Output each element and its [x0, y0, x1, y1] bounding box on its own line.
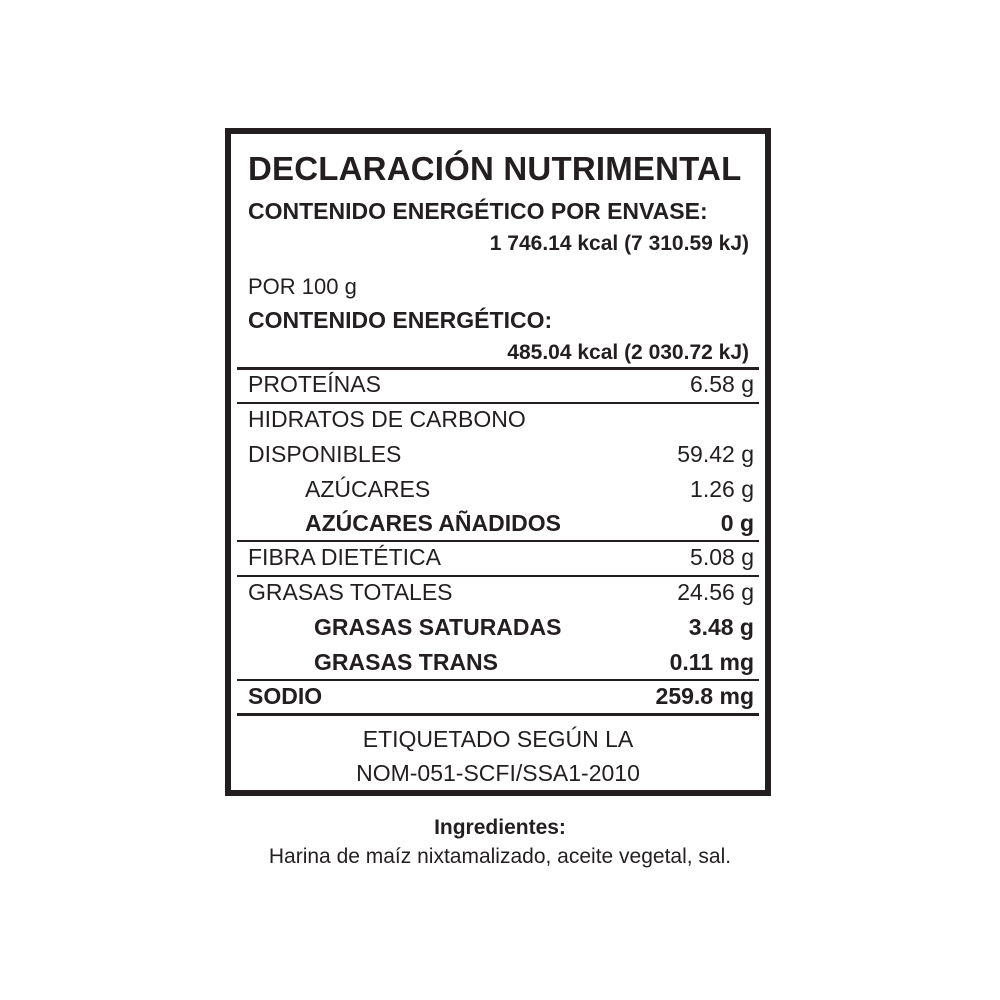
nutrition-label	[225, 128, 771, 796]
nutrient-row	[248, 441, 754, 471]
nutrient-name: AZÚCARES AÑADIDOS	[305, 510, 561, 536]
nutrient-name: GRASAS TOTALES	[248, 579, 453, 605]
nutrient-row	[248, 683, 754, 713]
divider	[237, 679, 759, 681]
divider	[237, 402, 759, 404]
nutrient-name: GRASAS TRANS	[314, 649, 499, 675]
nutrient-value: 6.58 g	[690, 371, 754, 397]
nutrient-row	[248, 406, 754, 436]
nutrient-name: SODIO	[248, 683, 323, 709]
nutrient-row	[248, 579, 754, 609]
nutrient-value: 0.11 mg	[669, 649, 754, 675]
energy-per-package-heading: CONTENIDO ENERGÉTICO POR ENVASE:	[248, 198, 708, 224]
nutrient-value: 259.8 mg	[655, 683, 754, 709]
nutrient-row	[248, 371, 754, 401]
nutrient-name: AZÚCARES	[305, 476, 431, 502]
ingredients-title: Ingredientes:	[434, 816, 566, 839]
nutrient-value: 59.42 g	[677, 441, 754, 467]
nutrient-name: FIBRA DIETÉTICA	[248, 544, 441, 570]
nutrient-name: GRASAS SATURADAS	[314, 614, 562, 640]
nutrient-name: DISPONIBLES	[248, 441, 402, 467]
nutrient-row	[248, 614, 754, 644]
nutrient-value: 24.56 g	[677, 579, 754, 605]
regulation-note-line1: ETIQUETADO SEGÚN LA	[362, 726, 634, 752]
nutrient-value: 5.08 g	[690, 544, 754, 570]
nutrient-row	[248, 476, 754, 506]
nutrient-value: 3.48 g	[688, 614, 754, 640]
nutrient-row	[248, 544, 754, 574]
nutrient-name: HIDRATOS DE CARBONO	[248, 406, 526, 432]
divider	[237, 713, 759, 716]
label-title: DECLARACIÓN NUTRIMENTAL	[248, 150, 742, 187]
nutrient-row	[248, 649, 754, 679]
nutrient-row	[248, 510, 754, 540]
energy-per-package-value: 1 746.14 kcal (7 310.59 kJ)	[489, 232, 749, 255]
per-portion-text: POR 100 g	[248, 274, 357, 299]
divider	[237, 540, 759, 542]
nutrient-value: 0 g	[720, 510, 754, 536]
nutrient-value: 1.26 g	[690, 476, 754, 502]
energy-value: 485.04 kcal (2 030.72 kJ)	[507, 341, 749, 364]
divider	[237, 575, 759, 577]
divider	[237, 367, 759, 370]
nutrient-name: PROTEÍNAS	[248, 371, 381, 397]
regulation-note-line2: NOM-051-SCFI/SSA1-2010	[356, 760, 640, 786]
energy-heading: CONTENIDO ENERGÉTICO:	[248, 307, 553, 333]
ingredients-text: Harina de maíz nixtamalizado, aceite vegetal, sal.	[268, 845, 732, 868]
